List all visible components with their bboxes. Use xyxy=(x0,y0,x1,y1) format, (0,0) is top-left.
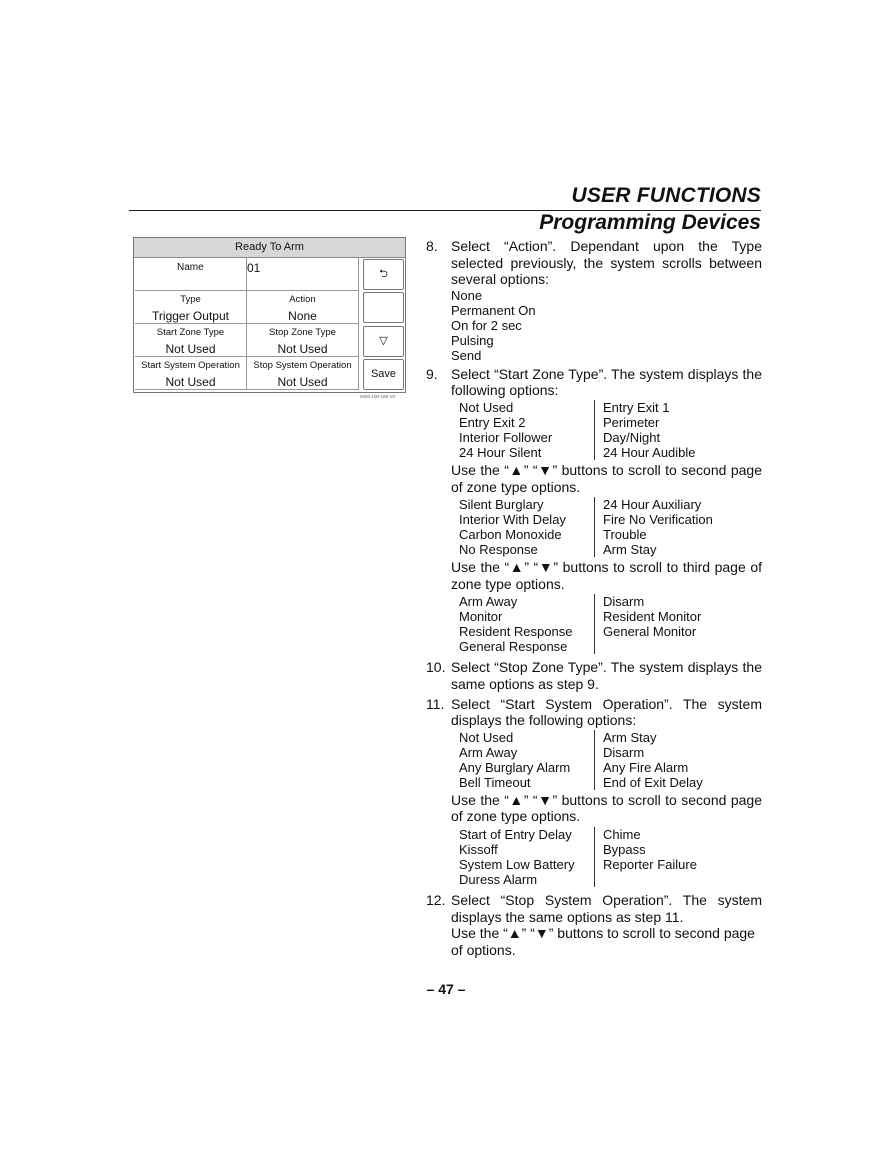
action-label: Action xyxy=(289,294,316,305)
list-item: Disarm xyxy=(603,594,645,610)
list-item: Carbon Monoxide xyxy=(459,527,562,543)
list-item: Perimeter xyxy=(603,414,660,430)
name-cell[interactable] xyxy=(135,258,261,291)
list-item: Entry Exit 1 xyxy=(603,399,670,415)
list-item: General Monitor xyxy=(603,624,697,640)
list-item: End of Exit Delay xyxy=(603,774,703,790)
list-item: Arm Away xyxy=(459,594,518,610)
zone-type-table-page-1 xyxy=(459,400,762,460)
step-8 xyxy=(426,238,762,363)
list-item: Trouble xyxy=(603,527,647,543)
step-text: Select “Start System Operation”. The system displays the following options: xyxy=(451,695,762,729)
scroll-instruction: Use the “▲” “▼” buttons to scroll to second page of options. xyxy=(451,925,755,958)
instructions-column xyxy=(426,238,762,961)
type-cell[interactable] xyxy=(135,291,247,324)
list-item: Interior With Delay xyxy=(459,512,566,528)
scroll-instruction: Use the “▲” “▼” buttons to scroll to third page of zone type options. xyxy=(451,559,762,592)
start-system-operation-cell[interactable] xyxy=(135,357,247,390)
stop-system-operation-cell[interactable] xyxy=(247,357,359,390)
list-item: On for 2 sec xyxy=(451,317,522,333)
keypad-screen-illustration xyxy=(133,237,406,393)
list-item xyxy=(603,872,697,887)
list-item: Resident Monitor xyxy=(603,609,702,625)
list-item: Disarm xyxy=(603,744,645,760)
list-item: Kissoff xyxy=(459,841,498,857)
step-text: Select “Action”. Dependant upon the Type selected previously, the system scrolls between several options: xyxy=(451,238,762,288)
section-subtitle: Programming Devices xyxy=(539,211,761,234)
step-9 xyxy=(426,366,762,657)
list-item: Chime xyxy=(603,826,641,842)
stop-system-operation-label: Stop System Operation xyxy=(253,360,352,371)
list-item: Fire No Verification xyxy=(603,512,713,528)
list-item: Arm Stay xyxy=(603,542,657,558)
list-item: 24 Hour Auxiliary xyxy=(603,497,702,513)
action-value: None xyxy=(288,309,317,323)
stop-zone-type-label: Stop Zone Type xyxy=(269,327,336,338)
step-text: Select “Stop System Operation”. The system displays the same options as step 11. xyxy=(451,891,762,925)
list-item: Monitor xyxy=(459,609,503,625)
save-button[interactable]: Save xyxy=(363,359,404,390)
down-triangle-icon: ▽ xyxy=(379,335,388,347)
list-item: Start of Entry Delay xyxy=(459,826,572,842)
step-text: Select “Stop Zone Type”. The system displays the same options as step 9. xyxy=(451,659,762,692)
system-operation-table-page-1 xyxy=(459,730,762,790)
list-item: Arm Away xyxy=(459,744,518,760)
list-item: Entry Exit 2 xyxy=(459,414,526,430)
name-value: 01 xyxy=(247,261,261,275)
list-item: Not Used xyxy=(459,729,514,745)
stop-system-operation-value: Not Used xyxy=(277,375,328,389)
step-10 xyxy=(426,659,762,692)
blank-button[interactable] xyxy=(363,292,404,323)
scroll-down-button[interactable] xyxy=(363,326,404,357)
type-value: Trigger Output xyxy=(152,309,229,323)
zone-type-table-page-3 xyxy=(459,594,762,654)
stop-zone-type-cell[interactable] xyxy=(247,324,359,357)
scroll-instruction: Use the “▲” “▼” buttons to scroll to second page of zone type options. xyxy=(451,791,762,825)
scroll-instruction: Use the “▲” “▼” buttons to scroll to second page of zone type options. xyxy=(451,461,762,495)
screen-status-bar: Ready To Arm xyxy=(134,238,405,258)
figure-code: 5000-100-189-V0 xyxy=(360,394,396,399)
list-item: Reporter Failure xyxy=(603,856,697,872)
step-number: 12. xyxy=(426,891,446,908)
step-11 xyxy=(426,696,762,889)
step-text: Select “Start Zone Type”. The system displays the following options: xyxy=(451,365,762,399)
step-number: 8. xyxy=(426,238,438,254)
stop-zone-type-value: Not Used xyxy=(277,342,328,356)
list-item: General Response xyxy=(459,639,568,655)
list-item: Day/Night xyxy=(603,429,661,445)
name-cell-right xyxy=(247,258,359,291)
system-operation-table-page-2 xyxy=(459,827,762,887)
type-label: Type xyxy=(180,294,201,305)
list-item: Pulsing xyxy=(451,332,494,348)
list-item: None xyxy=(451,287,483,303)
action-options-list xyxy=(451,288,762,363)
list-item: Any Burglary Alarm xyxy=(459,759,571,775)
list-item: Bypass xyxy=(603,841,646,857)
step-number: 10. xyxy=(426,659,446,676)
page-number: – 47 – xyxy=(426,981,466,997)
list-item: Any Fire Alarm xyxy=(603,759,689,775)
list-item: Resident Response xyxy=(459,624,573,640)
list-item: Send xyxy=(451,347,482,363)
list-item: Silent Burglary xyxy=(459,497,544,513)
list-item: Bell Timeout xyxy=(459,774,531,790)
zone-type-table-page-2 xyxy=(459,497,762,557)
list-item: Duress Alarm xyxy=(459,871,538,887)
start-system-operation-label: Start System Operation xyxy=(141,360,240,371)
list-item: System Low Battery xyxy=(459,856,575,872)
step-12 xyxy=(426,892,762,958)
list-item: 24 Hour Silent xyxy=(459,444,542,460)
list-item: Interior Follower xyxy=(459,429,553,445)
list-item: Permanent On xyxy=(451,302,536,318)
list-item: Not Used xyxy=(459,399,514,415)
name-label: Name xyxy=(177,262,204,273)
start-zone-type-label: Start Zone Type xyxy=(156,327,225,338)
list-item: 24 Hour Audible xyxy=(603,444,696,460)
back-arrow-icon: ⮌ xyxy=(379,268,388,280)
back-button[interactable] xyxy=(363,259,404,290)
start-zone-type-cell[interactable] xyxy=(135,324,247,357)
action-cell[interactable] xyxy=(247,291,359,324)
list-item: Arm Stay xyxy=(603,729,657,745)
start-system-operation-value: Not Used xyxy=(165,375,216,389)
list-item xyxy=(603,639,701,654)
step-number: 9. xyxy=(426,365,438,382)
section-title: USER FUNCTIONS xyxy=(571,184,761,207)
step-number: 11. xyxy=(426,695,445,712)
list-item: No Response xyxy=(459,542,538,558)
device-settings-grid xyxy=(135,258,360,390)
start-zone-type-value: Not Used xyxy=(165,342,216,356)
